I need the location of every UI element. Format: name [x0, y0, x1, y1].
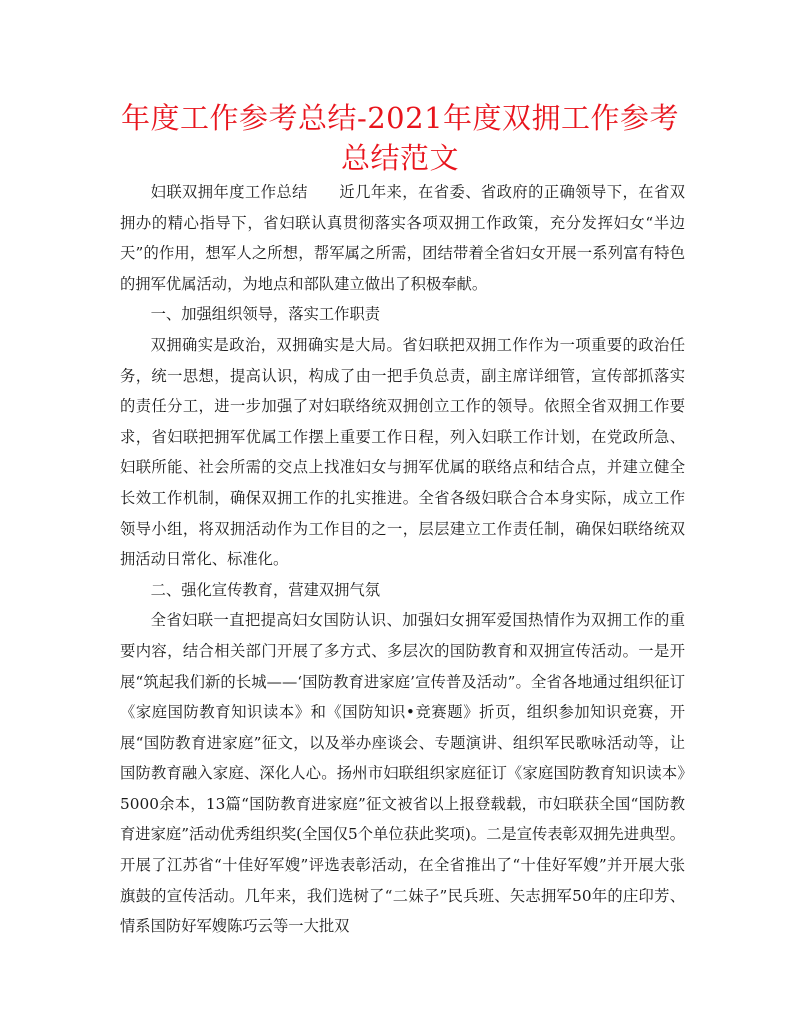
section-heading-1: 一、加强组织领导，落实工作职责 — [150, 305, 381, 324]
section-heading-2: 二、强化宣传教育，营建双拥气氛 — [150, 580, 381, 599]
paragraph-intro: 妇联双拥年度工作总结 近几年来，在省委、省政府的正确领导下，在省双拥办的精心指导下，省妇联认真贯彻落实各项双拥工作政策，充分发挥妇女“半边天”的作用，想军人之所想，帮军属之所需，团结带着全省妇女开展一系列富有特色的拥军优属活动，为地点和部队建立做出了积极奉献。 — [120, 183, 685, 293]
document-title: 年度工作参考总结-2021年度双拥工作参考总结范文 — [120, 101, 680, 175]
document-body — [120, 177, 685, 942]
paragraph-section-2: 全省妇联一直把提高妇女国防认识、加强妇女拥军爱国热情作为双拥工作的重要内容，结合相关部门开展了多方式、多层次的国防教育和双拥宣传活动。一是开展“筑起我们新的长城——‘国防教育进家庭’宣传普及活动”。全省各地通过组织征订《家庭国防教育知识读本》和《国防知识•竞赛题》折页，组织参加知识竞赛，开展“国防教育进家庭”征文，以及举办座谈会、专题演讲、组织军民歌咏活动等，让国防教育融入家庭、深化人心。扬州市妇联组织家庭征订《家庭国防教育知识读本》5000余本，13篇“国防教育进家庭”征文被省以上报登载载，市妇联获全国“国防教育进家庭”活动优秀组织奖(全国仅5个单位获此奖项)。二是宣传表彰双拥先进典型。开展了江苏省“十佳好军嫂”评选表彰活动，在全省推出了“十佳好军嫂”并开展大张旗鼓的宣传活动。几年来，我们选树了“二妹子”民兵班、矢志拥军50年的庄印芳、情系国防好军嫂陈巧云等一大批双 — [120, 611, 685, 936]
paragraph-section-1: 双拥确实是政治，双拥确实是大局。省妇联把双拥工作作为一项重要的政治任务，统一思想，提高认识，构成了由一把手负总责，副主席详细管，宣传部抓落实的责任分工，进一步加强了对妇联络统双拥创立工作的领导。依照全省双拥工作要求，省妇联把拥军优属工作摆上重要工作日程，列入妇联工作计划，在党政所急、妇联所能、社会所需的交点上找准妇女与拥军优属的联络点和结合点，并建立健全长效工作机制，确保双拥工作的扎实推进。全省各级妇联合合本身实际，成立工作领导小组，将双拥活动作为工作目的之一，层层建立工作责任制，确保妇联络统双拥活动日常化、标准化。 — [120, 335, 685, 569]
